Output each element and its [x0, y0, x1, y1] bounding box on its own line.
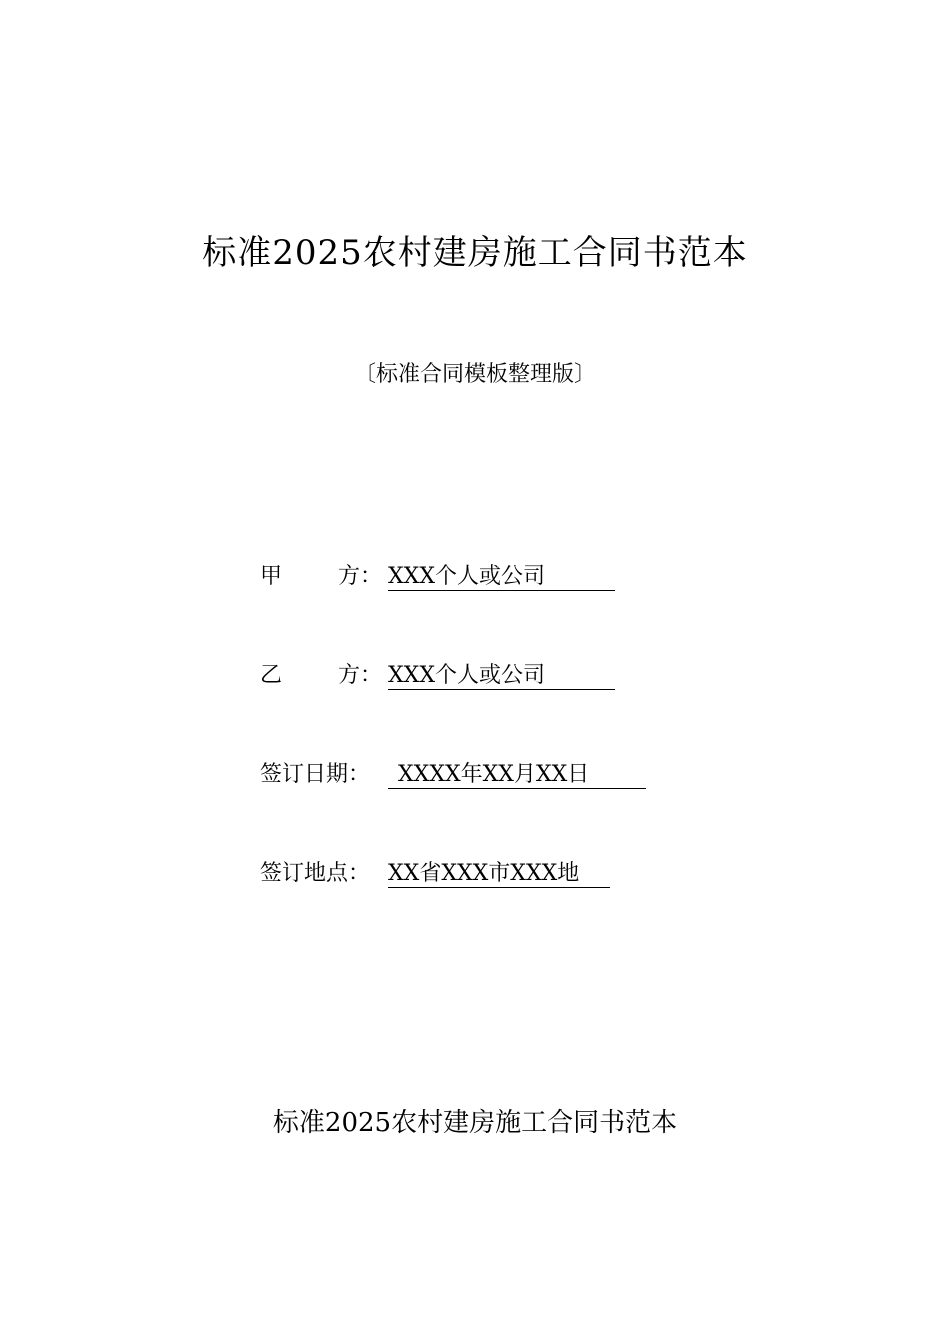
footer-title: 标准2025农村建房施工合同书范本	[272, 1108, 678, 1138]
party-a-field	[260, 559, 615, 595]
sign-date-label: 签订日期：	[260, 762, 371, 787]
sign-date-field	[260, 757, 646, 793]
sign-date-value: XXXX年XX月XX日	[388, 762, 646, 789]
party-b-label-char: 乙	[260, 663, 283, 688]
sign-place-field	[260, 856, 610, 892]
document-title: 标准2025农村建房施工合同书范本	[202, 233, 748, 273]
party-b-field	[260, 658, 615, 694]
party-b-value: XXX个人或公司	[388, 663, 615, 690]
sign-place-value: XX省XXX市XXX地	[388, 861, 610, 888]
party-a-label-char: 甲	[260, 564, 283, 589]
sign-place-label: 签订地点：	[260, 861, 371, 886]
party-b-label-suffix: 方：	[338, 663, 383, 688]
document-subtitle: 〔标准合同模板整理版〕	[353, 362, 596, 387]
party-a-value: XXX个人或公司	[388, 564, 615, 591]
party-a-label-suffix: 方：	[338, 564, 383, 589]
